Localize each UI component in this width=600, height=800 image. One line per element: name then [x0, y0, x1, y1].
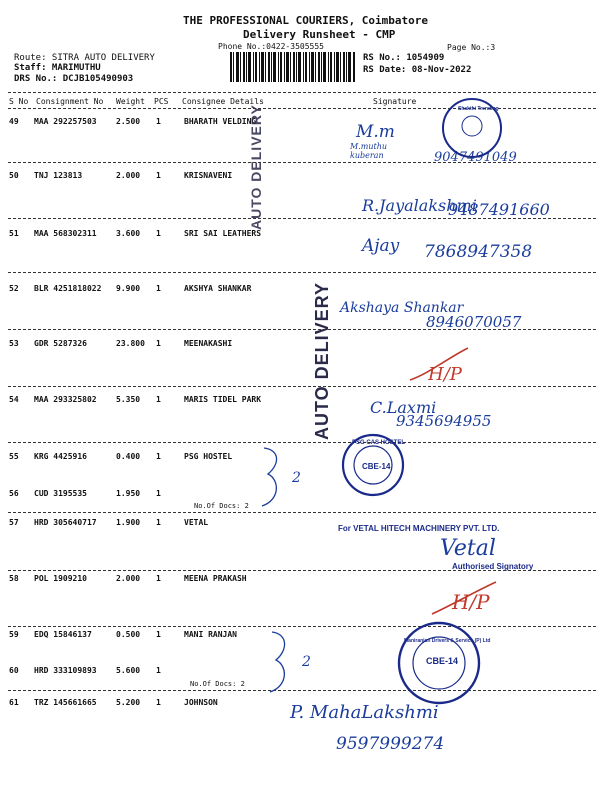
psg-stamp-ring-text: PSG CAS HOSTEL	[352, 440, 406, 446]
red-scribble-53	[408, 344, 474, 384]
cell-consignment: GDR 5287326	[34, 339, 87, 348]
row-divider	[8, 626, 596, 627]
company-title: THE PROFESSIONAL COURIERS, Coimbatore	[183, 14, 429, 27]
cell-pcs: 1	[156, 339, 161, 348]
cell-sno: 49	[9, 117, 19, 126]
col-sno: S No	[9, 97, 29, 106]
cell-pcs: 1	[156, 284, 161, 293]
staff-label: Staff: MARIMUTHU	[14, 63, 101, 73]
signature-52: Akshaya Shankar	[340, 300, 464, 316]
signature-49: M.m	[356, 122, 395, 142]
cell-consignment: TRZ 145661665	[34, 698, 97, 707]
cell-weight: 5.200	[116, 698, 141, 707]
signature-51: Ajay	[362, 236, 400, 256]
cell-consignment: CUD 3195535	[34, 489, 87, 498]
cell-consignment: EDQ 15846137	[34, 630, 92, 639]
rs-date: RS Date: 08-Nov-2022	[363, 65, 472, 75]
cell-consignee: BHARATH VELDING	[184, 117, 257, 126]
drs-label: DRS No.: DCJB105490903	[14, 74, 134, 84]
signature-49-name: M.muthu kuberan	[350, 142, 387, 160]
cell-consignment: KRG 4425916	[34, 452, 87, 461]
row-divider	[8, 442, 596, 443]
phone-49: 9047491049	[434, 150, 517, 165]
cell-pcs: 1	[156, 630, 161, 639]
cell-weight: 1.950	[116, 489, 141, 498]
cell-consignee: KRISNAVENI	[184, 171, 233, 180]
cell-pcs: 1	[156, 229, 161, 238]
vetal-authorised-signatory: Authorised Signatory	[452, 562, 534, 571]
cell-pcs: 1	[156, 518, 161, 527]
cell-consignee: JOHNSON	[184, 698, 218, 707]
auto-delivery-upper-text: AUTO DELIVERY	[248, 104, 264, 230]
signature-61: P. MahaLakshmi	[290, 702, 439, 723]
auto-delivery-stamp-lower	[312, 282, 333, 440]
hp-mark-53: H/P	[428, 364, 462, 385]
cell-pcs: 1	[156, 489, 161, 498]
brace-59-60	[266, 628, 306, 696]
col-consignment: Consignment No	[36, 97, 104, 106]
cell-weight: 2.000	[116, 574, 141, 583]
phone-51: 7868947358	[424, 242, 533, 262]
cell-consignee: MEENA PRAKASH	[184, 574, 247, 583]
row-divider	[8, 272, 596, 273]
cell-pcs: 1	[156, 666, 161, 675]
phone-52: 8946070057	[426, 313, 522, 331]
signature-54: C.Laxmi	[370, 398, 437, 417]
cell-weight: 2.500	[116, 117, 141, 126]
cell-sno: 51	[9, 229, 19, 238]
header-divider-bottom	[8, 108, 596, 109]
cell-weight: 23.800	[116, 339, 145, 348]
cell-pcs: 1	[156, 574, 161, 583]
runsheet-subtitle: Delivery Runsheet - CMP	[243, 28, 396, 41]
phone-number: Phone No.:0422-3505555	[218, 42, 324, 51]
cell-weight: 0.400	[116, 452, 141, 461]
cell-sno: 54	[9, 395, 19, 404]
cell-sno: 52	[9, 284, 19, 293]
cell-consignment: MAA 293325802	[34, 395, 97, 404]
no-of-docs-55-56: No.Of Docs: 2	[194, 502, 249, 510]
psg-stamp-center-text: CBE-14	[362, 462, 391, 471]
phone-61: 9597999274	[336, 734, 445, 754]
cell-sno: 50	[9, 171, 19, 180]
red-scribble-58	[430, 578, 500, 618]
cell-sno: 61	[9, 698, 19, 707]
col-signature: Signature	[373, 97, 417, 106]
cell-consignee: VETAL	[184, 518, 209, 527]
cell-consignment: HRD 333109893	[34, 666, 97, 675]
cell-weight: 3.600	[116, 229, 141, 238]
cell-consignment: TNJ 123813	[34, 171, 83, 180]
cell-consignee: SRI SAI LEATHERS	[184, 229, 262, 238]
cell-weight: 1.900	[116, 518, 141, 527]
no-of-docs-59-60: No.Of Docs: 2	[190, 680, 245, 688]
cell-consignee: MANI RANJAN	[184, 630, 237, 639]
cell-weight: 2.000	[116, 171, 141, 180]
cell-consignment: MAA 292257503	[34, 117, 97, 126]
cell-sno: 53	[9, 339, 19, 348]
col-weight: Weight	[116, 97, 145, 106]
cell-consignment: POL 1909210	[34, 574, 87, 583]
cell-sno: 59	[9, 630, 19, 639]
row-divider	[8, 386, 596, 387]
cell-consignee: MARIS TIDEL PARK	[184, 395, 262, 404]
auto-delivery-lower-text: AUTO DELIVERY	[312, 281, 332, 440]
signature-50: R.Jayalakshmi	[362, 196, 477, 215]
cell-pcs: 1	[156, 117, 161, 126]
barcode	[230, 52, 356, 82]
header-divider-top	[8, 92, 596, 93]
rs-number: RS No.: 1054909	[363, 53, 445, 63]
cell-pcs: 1	[156, 171, 161, 180]
cell-weight: 5.600	[116, 666, 141, 675]
trending-ring-text: Shakthi Trending	[458, 106, 499, 112]
cell-sno: 56	[9, 489, 19, 498]
cell-sno: 55	[9, 452, 19, 461]
cell-consignee: PSG HOSTEL	[184, 452, 233, 461]
maniranjan-center-text: CBE-14	[426, 656, 459, 666]
phone-50: 9487491660	[448, 200, 550, 219]
maniranjan-ring-text: Maniranjan Drivers & Service (P) Ltd	[404, 638, 491, 644]
cell-sno: 57	[9, 518, 19, 527]
phone-54: 9345694955	[396, 412, 492, 430]
cell-pcs: 1	[156, 698, 161, 707]
cell-weight: 5.350	[116, 395, 141, 404]
count-59: 2	[302, 654, 311, 670]
cell-sno: 60	[9, 666, 19, 675]
page-number: Page No.:3	[447, 43, 496, 52]
route-label: Route: SITRA AUTO DELIVERY	[14, 53, 155, 63]
col-pcs: PCS	[154, 97, 169, 106]
cell-pcs: 1	[156, 452, 161, 461]
hp-mark-58: H/P	[452, 590, 490, 614]
vetal-company-stamp: For VETAL HITECH MACHINERY PVT. LTD.	[338, 524, 500, 533]
row-divider	[8, 512, 596, 513]
cell-weight: 0.500	[116, 630, 141, 639]
cell-consignment: HRD 305640717	[34, 518, 97, 527]
cell-weight: 9.900	[116, 284, 141, 293]
cell-consignment: BLR 4251818022	[34, 284, 102, 293]
cell-sno: 58	[9, 574, 19, 583]
count-55: 2	[292, 470, 301, 486]
col-consignee: Consignee Details	[182, 97, 264, 106]
cell-pcs: 1	[156, 395, 161, 404]
auto-delivery-stamp-upper	[248, 104, 264, 230]
vetal-signature: Vetal	[440, 536, 496, 561]
cell-consignee: AKSHYA SHANKAR	[184, 284, 252, 293]
cell-consignee: MEENAKASHI	[184, 339, 233, 348]
cell-consignment: MAA 568302311	[34, 229, 97, 238]
